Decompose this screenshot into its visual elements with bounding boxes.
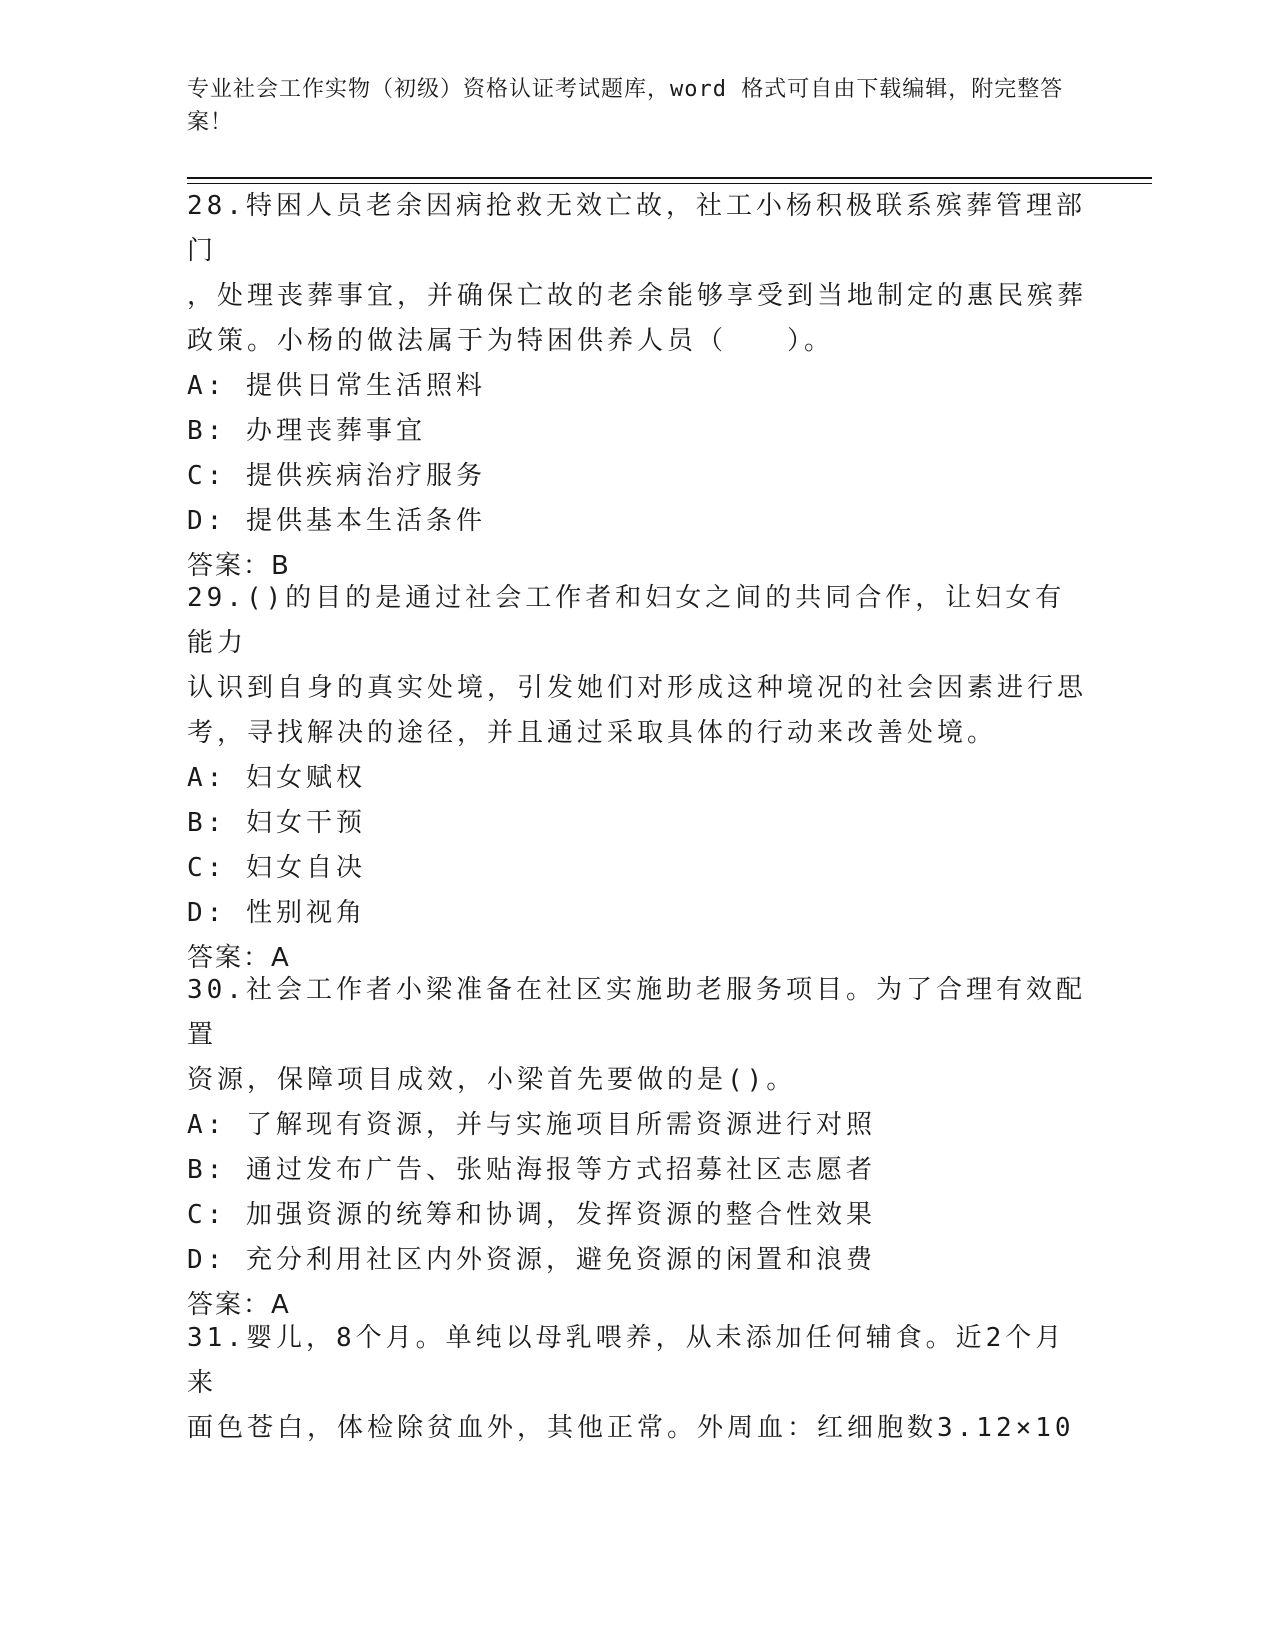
- question-stem-line: 29.()的目的是通过社会工作者和妇女之间的共同合作，让妇女有能力: [187, 583, 1066, 658]
- question-31: [187, 1316, 1087, 1451]
- option-b: B: 办理丧葬事宜: [187, 416, 426, 446]
- option-b: B: 妇女干预: [187, 808, 366, 838]
- option-c: C: 妇女自决: [187, 853, 366, 883]
- option-c: C: 加强资源的统筹和协调，发挥资源的整合性效果: [187, 1200, 876, 1230]
- question-stem-line: 面色苍白，体检除贫血外，其他正常。外周血：红细胞数3.12×10: [187, 1413, 1075, 1443]
- question-stem-line: 认识到自身的真实处境，引发她们对形成这种境况的社会因素进行思: [187, 673, 1088, 703]
- option-a: A: 提供日常生活照料: [187, 371, 486, 401]
- question-stem-line: 28.特困人员老余因病抢救无效亡故，社工小杨积极联系殡葬管理部门: [187, 191, 1086, 266]
- option-d: D: 性别视角: [187, 898, 366, 928]
- question-stem-line: 资源，保障项目成效，小梁首先要做的是()。: [187, 1065, 797, 1095]
- option-c: C: 提供疾病治疗服务: [187, 461, 486, 491]
- option-a: A: 妇女赋权: [187, 763, 366, 793]
- option-d: D: 提供基本生活条件: [187, 506, 486, 536]
- question-28: [187, 184, 1087, 589]
- question-stem-line: 30.社会工作者小梁准备在社区实施助老服务项目。为了合理有效配置: [187, 975, 1086, 1050]
- question-stem-line: ，处理丧葬事宜，并确保亡故的老余能够享受到当地制定的惠民殡葬: [187, 281, 1088, 311]
- option-a: A: 了解现有资源，并与实施项目所需资源进行对照: [187, 1110, 876, 1140]
- answer-line: 答案：A: [187, 943, 291, 973]
- option-b: B: 通过发布广告、张贴海报等方式招募社区志愿者: [187, 1155, 876, 1185]
- answer-line: 答案：B: [187, 551, 291, 581]
- question-stem-line: 31.婴儿，8个月。单纯以母乳喂养，从未添加任何辅食。近2个月来: [187, 1323, 1066, 1398]
- answer-line: 答案：A: [187, 1290, 291, 1320]
- document-header: 专业社会工作实物（初级）资格认证考试题库，word 格式可自由下载编辑，附完整答案！: [187, 77, 1064, 135]
- question-29: [187, 576, 1087, 981]
- question-30: [187, 968, 1087, 1328]
- option-d: D: 充分利用社区内外资源，避免资源的闲置和浪费: [187, 1245, 876, 1275]
- question-stem-line: 政策。小杨的做法属于为特困供养人员（ ）。: [187, 326, 835, 356]
- header-divider: [187, 177, 1152, 179]
- question-stem-line: 考，寻找解决的途径，并且通过采取具体的行动来改善处境。: [187, 718, 998, 748]
